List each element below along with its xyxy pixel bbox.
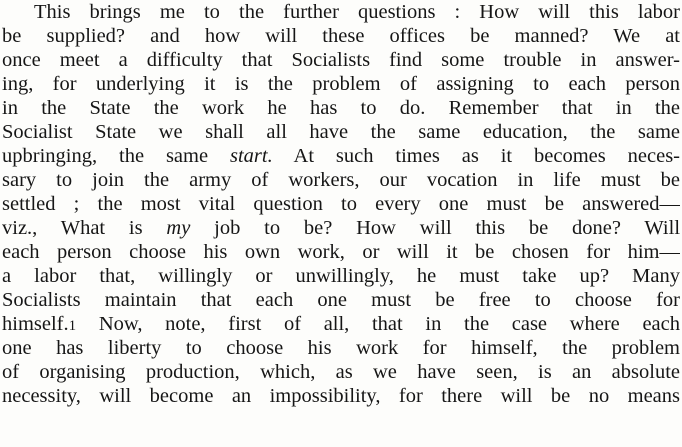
text-line: This brings me to the further questions : How will this labor [34, 1, 680, 23]
text-line: settled ; the most vital question to every one must be answered— [2, 193, 680, 215]
text-segment: At such times as it becomes neces- [293, 145, 680, 167]
text-line: necessity, will become an impossibility, for there will be no means [2, 385, 680, 407]
text-line [2, 144, 680, 168]
text-line: one has liberty to choose his work for himself, the problem [2, 337, 680, 359]
text-line: sary to join the army of workers, our vocation in life must be [2, 169, 680, 191]
text-segment: himself. [2, 313, 69, 335]
text-segment: viz., What is [2, 217, 143, 239]
text-segment: Now, note, first of all, that in the case where each [98, 313, 680, 335]
emphasis-text: my [166, 217, 191, 239]
text-segment: job to be? How will this be done? Will [214, 217, 680, 239]
text-line: Socialists maintain that each one must be free to choose for [2, 289, 680, 311]
text-segment: upbringing, the same [2, 145, 209, 167]
text-line: each person choose his own work, or will it be chosen for him— [2, 241, 680, 263]
text-line [2, 312, 680, 336]
text-line: ing, for underlying it is the problem of assigning to each person [2, 73, 680, 95]
text-line [2, 216, 680, 240]
text-line: be supplied? and how will these offices be manned? We at [2, 25, 680, 47]
emphasis-text: start. [230, 145, 273, 167]
text-line: once meet a difficulty that Socialists find some trouble in answer- [2, 49, 680, 71]
text-line: in the State the work he has to do. Remember that in the [2, 97, 680, 119]
text-line: of organising production, which, as we have seen, is an absolute [2, 361, 680, 383]
text-line: Socialist State we shall all have the same education, the same [2, 121, 680, 143]
text-line: a labor that, willingly or unwillingly, he must take up? Many [2, 265, 680, 287]
footnote-marker: 1 [68, 318, 77, 334]
